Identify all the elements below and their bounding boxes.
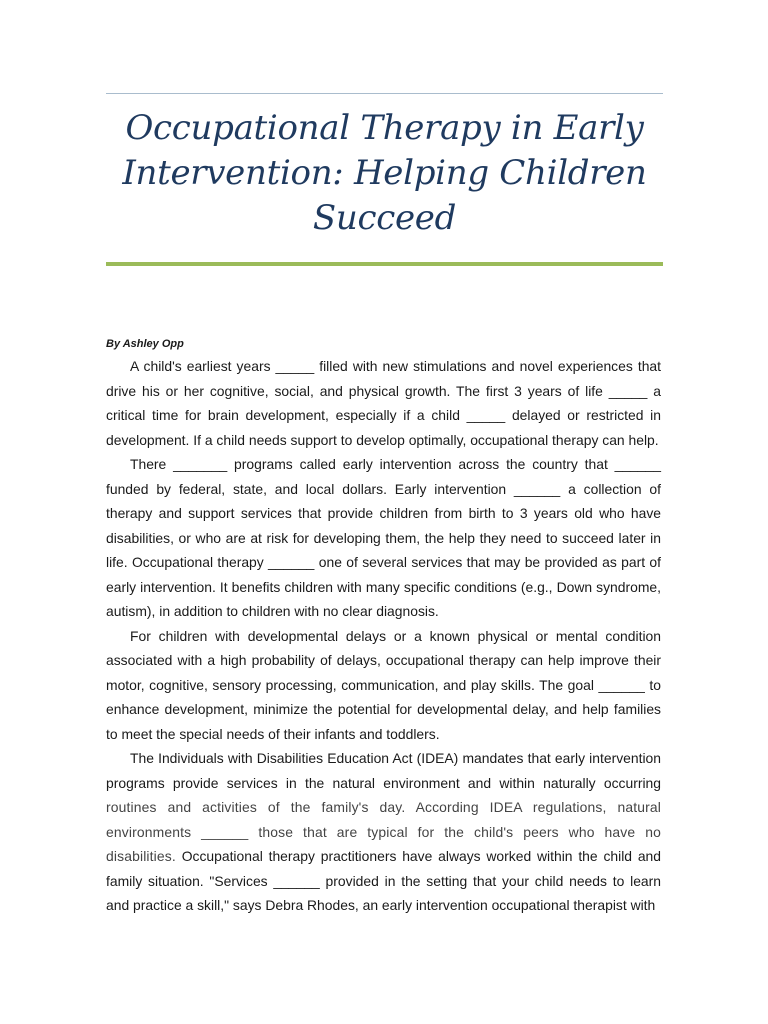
document-title: Occupational Therapy in Early Intervention: Helping Children Succeed (122, 108, 647, 238)
paragraph-2: There _______ programs called early intervention across the country that ______ funded by federal, state, and local dollars. Early intervention ______ a collection of therapy and support services that provide children from birth to 3 years old who have disabilities, or who are at risk for developing them, the help they need to succeed later in life. Occupational therapy ______ one of several services that may be provided as part of early intervention. It benefits children with many specific conditions (e.g., Down syndrome, autism), in addition to children with no clear diagnosis. (106, 456, 661, 619)
top-divider (106, 93, 663, 94)
article-body (106, 354, 661, 918)
paragraph-1: A child's earliest years _____ filled with new stimulations and novel experiences that drive his or her cognitive, social, and physical growth. The first 3 years of life _____ a critical time for brain development, especially if a child _____ delayed or restricted in development. If a child needs support to develop optimally, occupational therapy can help. (106, 358, 661, 448)
paragraph-4-part-2: routines and activities of the family's day. According IDEA regulations, natural environments ______ those that are typical for the child's peers who have no disabilities. (106, 799, 661, 864)
paragraph-4-part-3: Occupational therapy practitioners have always worked within the child and family situation. "Services ______ provided in the setting that your child needs to learn and practice a skill," says Debra Rhodes, an early intervention occupational therapist with (106, 848, 661, 913)
paragraph-3: For children with developmental delays or a known physical or mental condition associated with a high probability of delays, occupational therapy can help improve their motor, cognitive, sensory processing, communication, and play skills. The goal ______ to enhance development, minimize the potential for developmental delay, and help families to meet the special needs of their infants and toddlers. (106, 627, 661, 742)
title-underline (106, 262, 663, 266)
paragraph-4 (106, 746, 661, 918)
byline: By Ashley Opp (106, 338, 184, 350)
paragraph-4-part-1: The Individuals with Disabilities Education Act (IDEA) mandates that early intervention programs provide services in the natural environment and within naturally occurring (106, 750, 661, 791)
